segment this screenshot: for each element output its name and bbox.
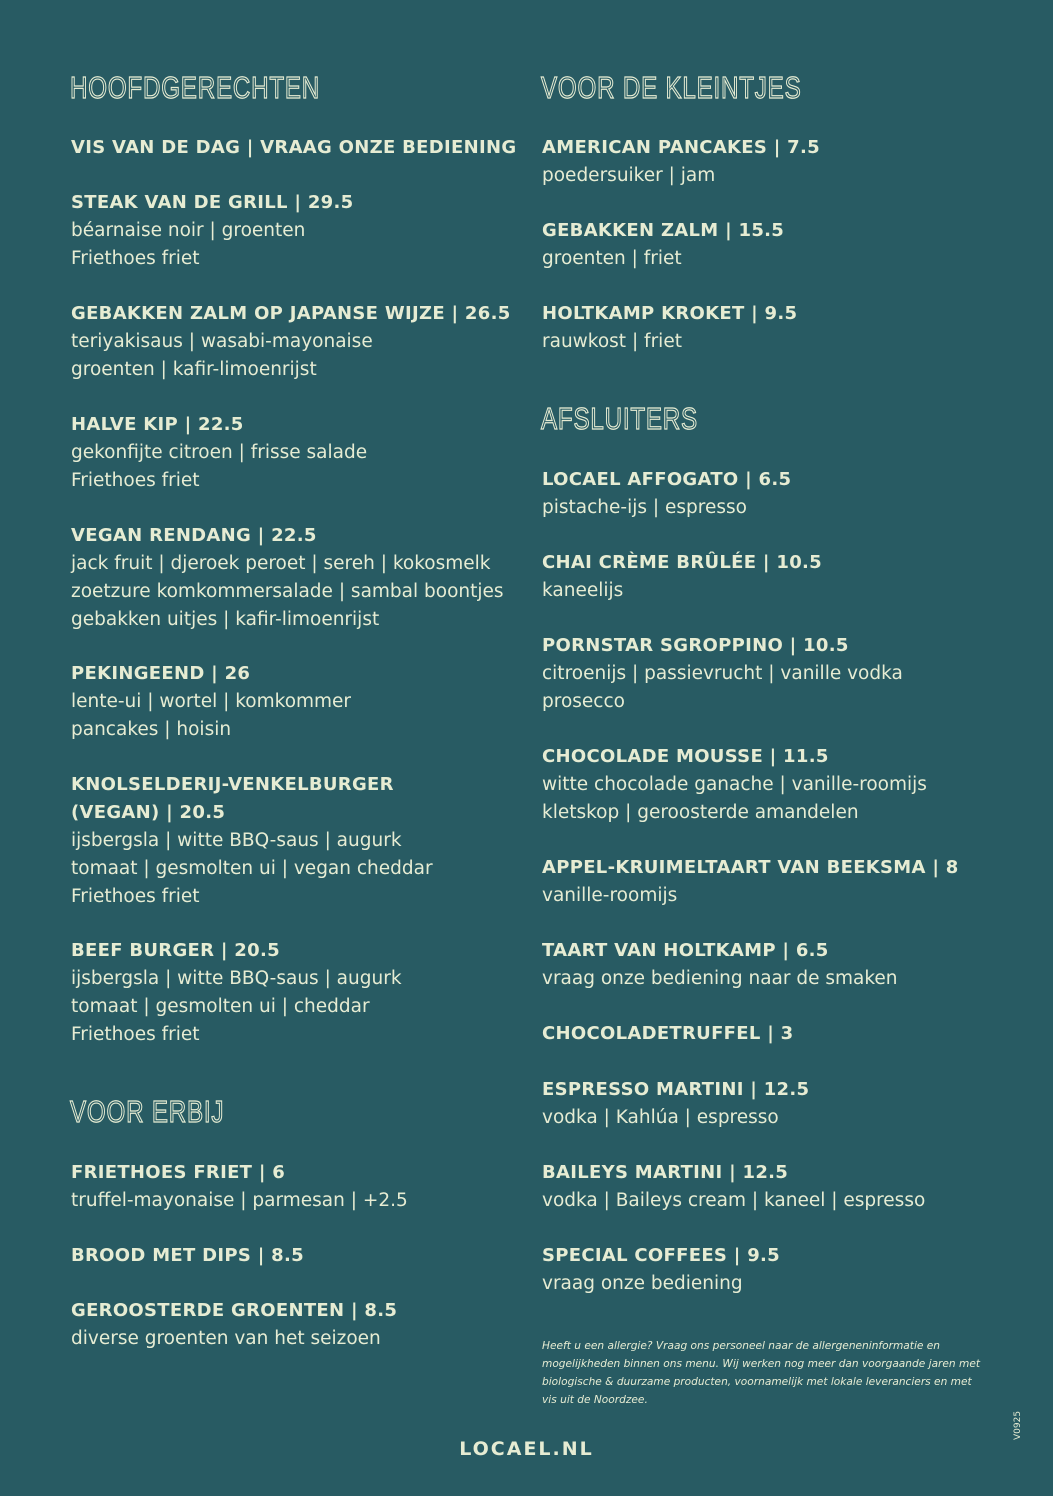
item-title: PORNSTAR SGROPPINO | 10.5 — [542, 635, 849, 656]
item-title: BAILEYS MARTINI | 12.5 — [542, 1162, 789, 1183]
section-heading: VOOR ERBIJ — [70, 1094, 225, 1129]
menu-item — [71, 189, 521, 273]
item-description: pistache-ijs | espresso — [542, 497, 747, 518]
item-description: kletskop | geroosterde amandelen — [542, 802, 859, 823]
item-title: HOLTKAMP KROKET | 9.5 — [542, 303, 798, 324]
item-title: CHOCOLADETRUFFEL | 3 — [542, 1023, 794, 1044]
item-description: poedersuiker | jam — [542, 165, 716, 186]
item-description: rauwkost | friet — [542, 331, 682, 352]
menu-item — [542, 300, 982, 356]
item-description: vodka | Baileys cream | kaneel | espresso — [542, 1190, 926, 1211]
section-voor-de-kleintjes — [542, 70, 982, 106]
item-description: pancakes | hoisin — [71, 719, 232, 740]
item-description: tomaat | gesmolten ui | cheddar — [71, 996, 370, 1017]
item-description: zoetzure komkommersalade | sambal boontjes — [71, 581, 504, 602]
item-title: APPEL-KRUIMELTAART VAN BEEKSMA | 8 — [542, 857, 959, 878]
item-description: béarnaise noir | groenten — [71, 220, 306, 241]
item-description: lente-ui | wortel | komkommer — [71, 691, 352, 712]
item-title: ESPRESSO MARTINI | 12.5 — [542, 1079, 810, 1100]
menu-item — [542, 217, 982, 273]
section-heading: AFSLUITERS — [541, 401, 698, 436]
item-description: witte chocolade ganache | vanille-roomijs — [542, 774, 927, 795]
section-heading: HOOFDGERECHTEN — [70, 70, 321, 105]
allergy-note: Heeft u een allergie? Vraag ons personeel naar de allergeneninformatie en mogelijkheden binnen ons menu. Wij werken nog meer dan voorgaande jaren met biologische & duurzame producten, voornamelijk met lokale leveranciers en met vis uit de Noordzee. — [542, 1340, 981, 1406]
menu-item — [542, 743, 982, 827]
item-description: teriyakisaus | wasabi-mayonaise — [71, 331, 373, 352]
menu-item — [71, 411, 521, 495]
item-title: GEBAKKEN ZALM | 15.5 — [542, 220, 785, 241]
item-description: tomaat | gesmolten ui | vegan cheddar — [71, 858, 433, 879]
item-title: PEKINGEEND | 26 — [71, 663, 251, 684]
menu-item — [542, 466, 982, 522]
website-footer: LOCAEL.NL — [459, 1438, 594, 1460]
item-description: Friethoes friet — [71, 470, 200, 491]
menu-item — [542, 1242, 982, 1298]
menu-item — [542, 1076, 982, 1132]
item-description: groenten | friet — [542, 248, 682, 269]
item-description: Friethoes friet — [71, 248, 200, 269]
item-title: AMERICAN PANCAKES | 7.5 — [542, 137, 820, 158]
item-title: GEBAKKEN ZALM OP JAPANSE WIJZE | 26.5 — [71, 303, 511, 324]
item-title: TAART VAN HOLTKAMP | 6.5 — [542, 940, 829, 961]
item-description: Friethoes friet — [71, 886, 200, 907]
menu-item — [542, 134, 982, 190]
item-description: prosecco — [542, 691, 625, 712]
menu-item — [71, 1159, 521, 1215]
item-title: VEGAN RENDANG | 22.5 — [71, 525, 317, 546]
item-description: ijsbergsla | witte BBQ-saus | augurk — [71, 968, 402, 989]
menu-item — [542, 937, 982, 993]
item-title: CHAI CRÈME BRÛLÉE | 10.5 — [542, 552, 822, 573]
item-title: KNOLSELDERIJ-VENKELBURGER (VEGAN) | 20.5 — [71, 774, 394, 823]
menu-item — [542, 549, 982, 605]
item-description: citroenijs | passievrucht | vanille vodka — [542, 663, 903, 684]
item-description: gekonfijte citroen | frisse salade — [71, 442, 368, 463]
item-title: GEROOSTERDE GROENTEN | 8.5 — [71, 1300, 398, 1321]
item-description: groenten | kafir-limoenrijst — [71, 359, 317, 380]
item-title: BEEF BURGER | 20.5 — [71, 940, 280, 961]
section-afsluiters — [542, 401, 982, 437]
menu-item — [71, 771, 433, 911]
item-description: vodka | Kahlúa | espresso — [542, 1107, 779, 1128]
item-title: SPECIAL COFFEES | 9.5 — [542, 1245, 780, 1266]
item-description: vraag onze bediening — [542, 1273, 743, 1294]
menu-item — [71, 1242, 521, 1270]
item-description: vanille-roomijs — [542, 885, 678, 906]
menu-item — [71, 300, 521, 384]
item-title: HALVE KIP | 22.5 — [71, 414, 244, 435]
menu-item — [542, 1159, 982, 1215]
item-title: FRIETHOES FRIET | 6 — [71, 1162, 286, 1183]
menu-item — [542, 1020, 982, 1048]
item-title: CHOCOLADE MOUSSE | 11.5 — [542, 746, 829, 767]
menu-item — [71, 134, 521, 162]
item-title: LOCAEL AFFOGATO | 6.5 — [542, 469, 792, 490]
item-title: BROOD MET DIPS | 8.5 — [71, 1245, 304, 1266]
section-hoofdgerechten — [71, 70, 521, 106]
item-description: jack fruit | djeroek peroet | sereh | kokosmelk — [71, 553, 491, 574]
menu-item — [542, 632, 982, 716]
item-description: Friethoes friet — [71, 1024, 200, 1045]
section-voor-erbij — [71, 1094, 521, 1130]
section-heading: VOOR DE KLEINTJES — [541, 70, 802, 105]
item-description: vraag onze bediening naar de smaken — [542, 968, 898, 989]
menu-item — [71, 937, 521, 1049]
menu-item — [71, 1297, 521, 1353]
menu-item — [542, 854, 982, 910]
item-description: diverse groenten van het seizoen — [71, 1328, 381, 1349]
item-description: kaneelijs — [542, 580, 624, 601]
item-title: STEAK VAN DE GRILL | 29.5 — [71, 192, 354, 213]
menu-item — [71, 660, 521, 744]
item-title: VIS VAN DE DAG | VRAAG ONZE BEDIENING — [71, 137, 517, 158]
menu-item — [71, 522, 521, 634]
item-description: ijsbergsla | witte BBQ-saus | augurk — [71, 830, 402, 851]
item-description: truffel-mayonaise | parmesan | +2.5 — [71, 1190, 408, 1211]
item-description: gebakken uitjes | kafir-limoenrijst — [71, 609, 380, 630]
version-code: V0925 — [1013, 1410, 1023, 1440]
